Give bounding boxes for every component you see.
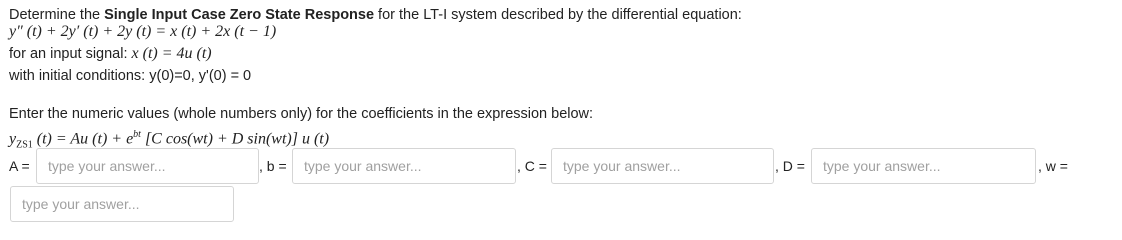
input-signal-expression: x (t) = 4u (t): [131, 45, 212, 62]
input-signal-label: for an input signal:: [9, 46, 132, 62]
label-c: , C =: [517, 158, 547, 174]
label-w: , w =: [1038, 158, 1068, 174]
expression-lhs: y: [9, 130, 17, 148]
question-intro: [9, 6, 742, 24]
label-d: , D =: [775, 158, 805, 174]
intro-text: Determine the: [9, 7, 105, 23]
intro-text-suffix: for the LT-I system described by the differential equation:: [374, 7, 742, 23]
answer-input-b[interactable]: [292, 148, 516, 184]
expression-lhs-subscript: ZS1: [16, 139, 33, 151]
initial-conditions: with initial conditions: y(0)=0, y'(0) = 0: [9, 68, 252, 84]
differential-equation: y″ (t) + 2y′ (t) + 2y (t) = x (t) + 2x (t − 1): [9, 23, 277, 40]
label-b: , b =: [259, 158, 287, 174]
instruction-text: Enter the numeric values (whole numbers only) for the coefficients in the expression below:: [9, 106, 594, 122]
input-signal-line: [9, 45, 212, 63]
answer-input-d[interactable]: [811, 148, 1036, 184]
label-a: A =: [9, 158, 30, 174]
answer-input-a[interactable]: [36, 148, 259, 184]
intro-bold-term: Single Input Case Zero State Response: [104, 7, 375, 23]
expression-exponent: bt: [133, 129, 141, 140]
expression-mid: (t) = Au (t) + e: [32, 130, 134, 148]
answer-input-c[interactable]: [551, 148, 774, 184]
answer-input-w[interactable]: [10, 186, 234, 222]
expression-rhs: [C cos(wt) + D sin(wt)] u (t): [140, 130, 330, 148]
